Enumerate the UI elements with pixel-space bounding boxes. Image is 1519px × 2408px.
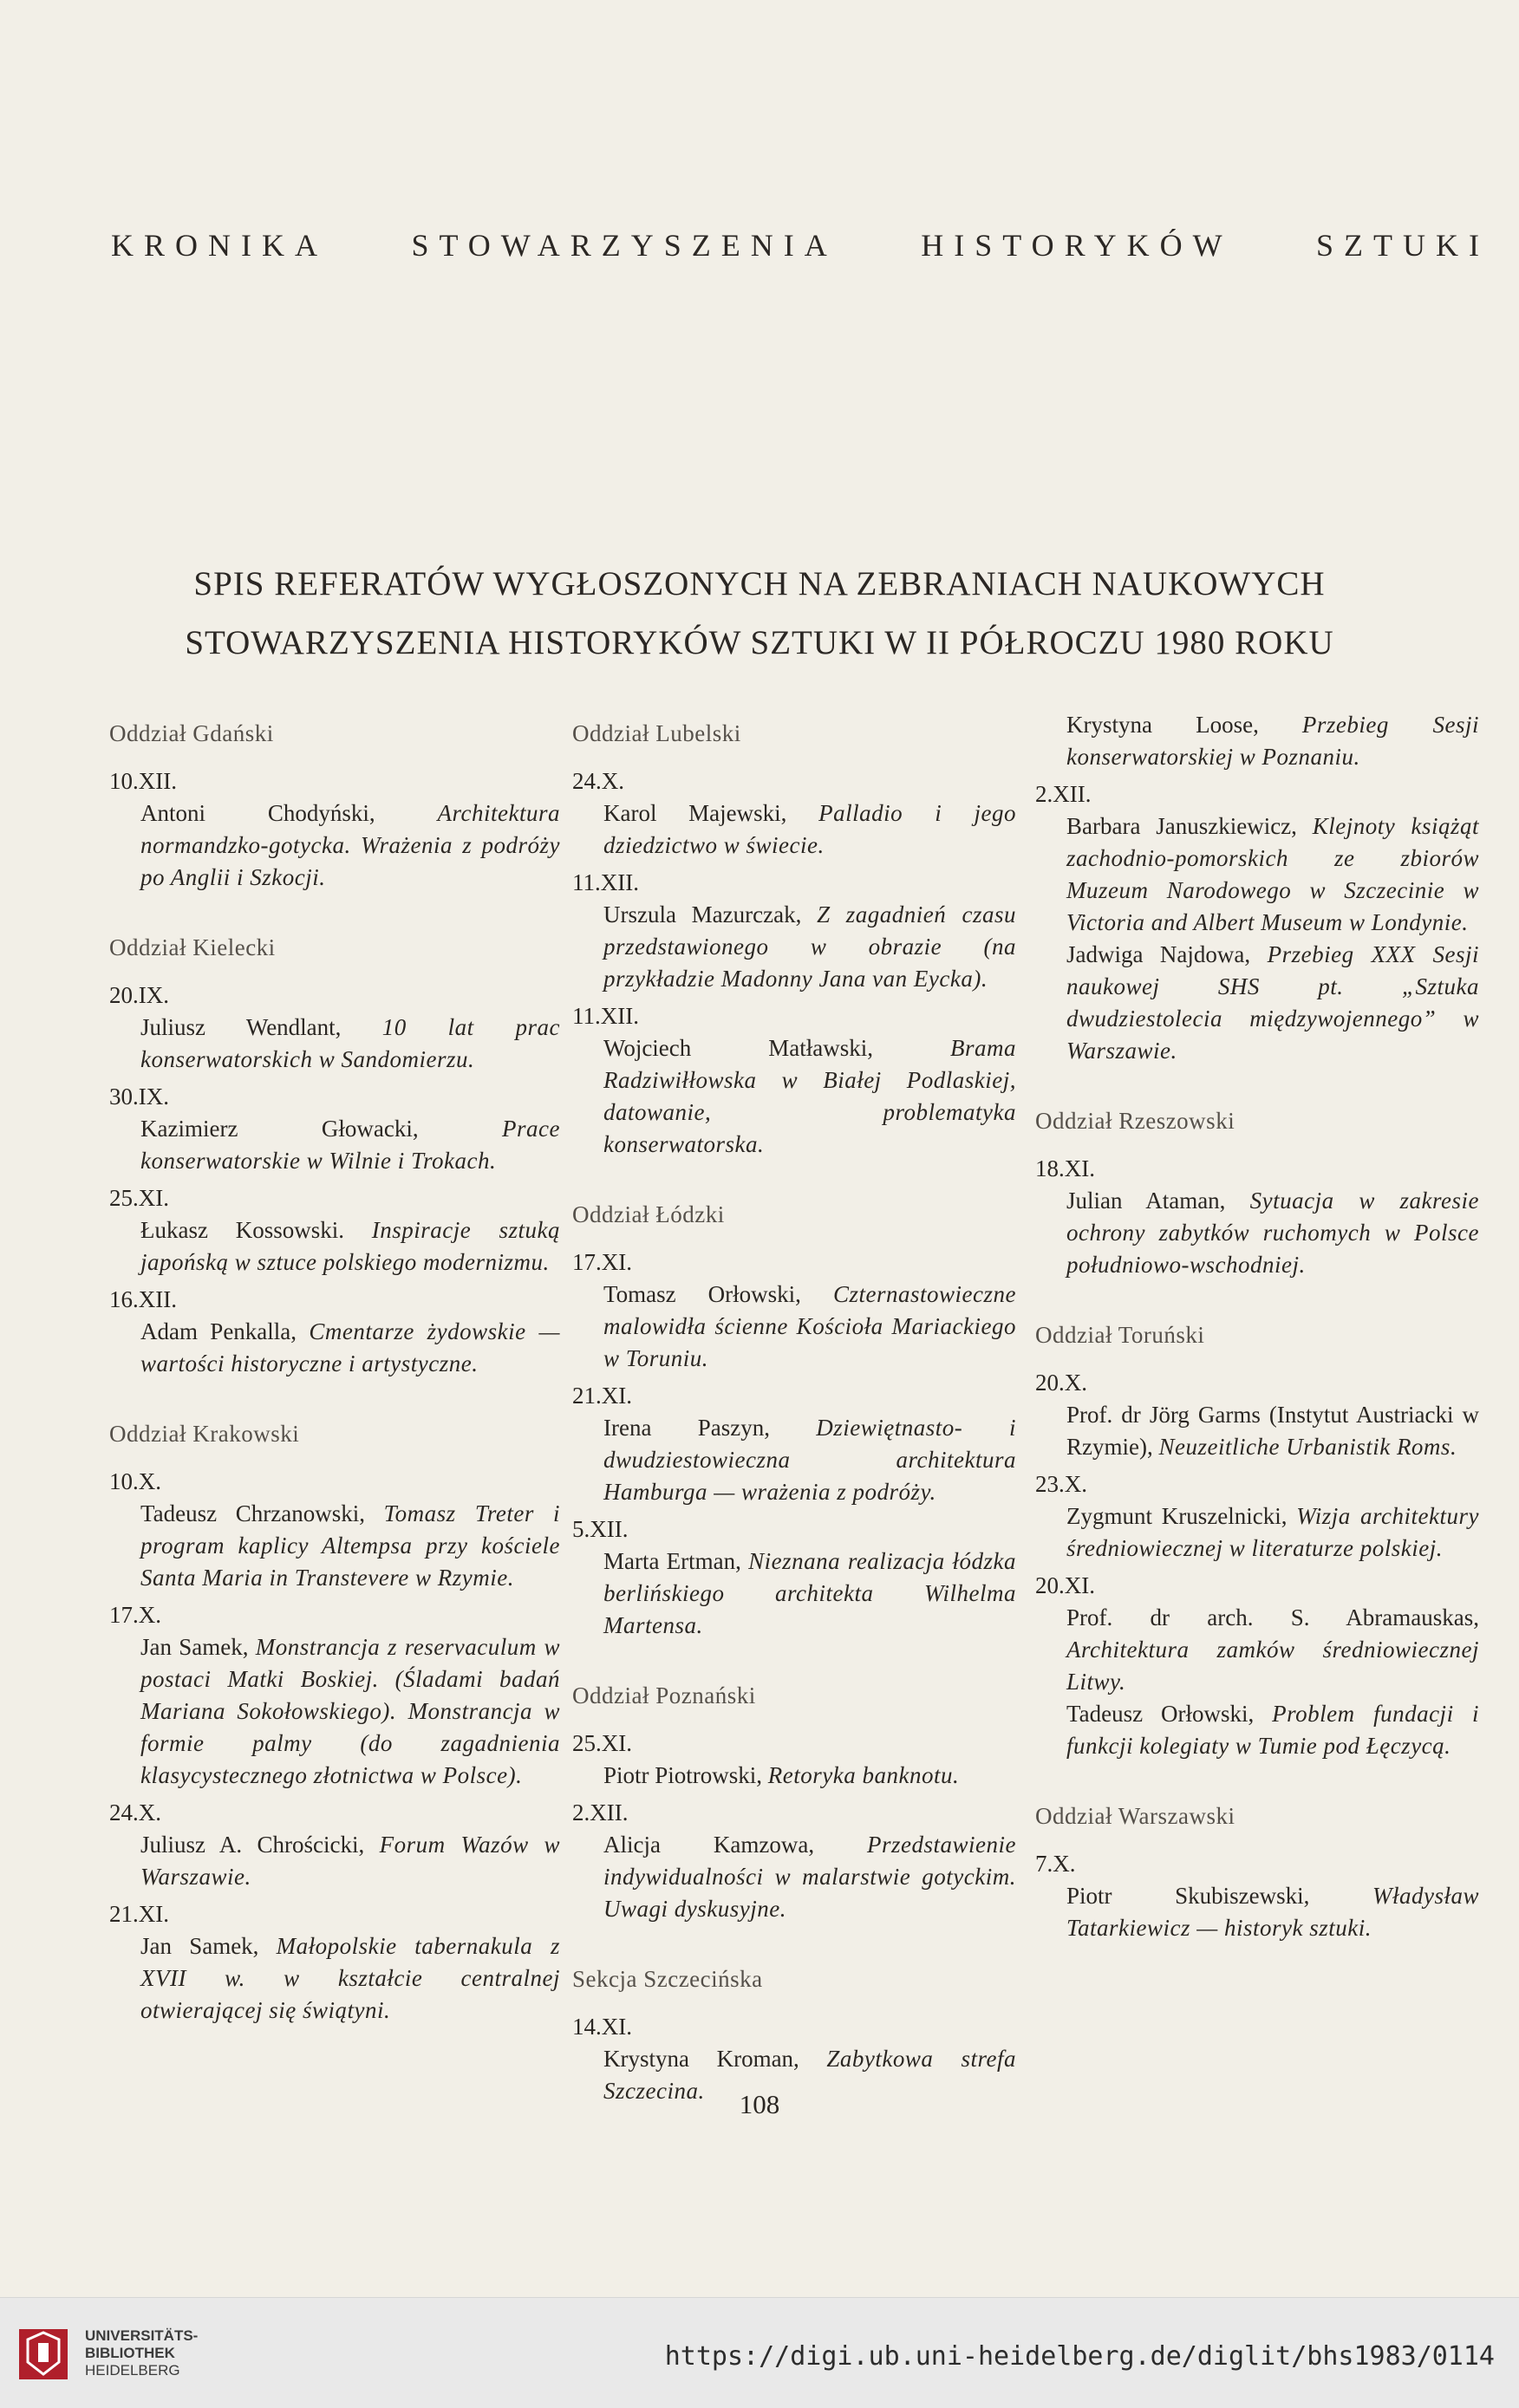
lecture-entry	[1035, 1698, 1479, 1762]
lecture-entry	[572, 1829, 1016, 1925]
lecture-title: Przebieg XXX Sesji naukowej SHS pt. „Sztuka dwudziestolecia międzywojennego” w Warszawie.	[1066, 941, 1479, 1064]
lecture-title: Z zagadnień czasu przedstawionego w obrazie (na przykładzie Madonny Jana van Eycka).	[603, 901, 1016, 992]
column-right	[1035, 709, 1479, 1944]
branch-heading: Oddział Warszawski	[1035, 1803, 1235, 1829]
branch-heading: Sekcja Szczecińska	[572, 1966, 763, 1992]
document-url-link[interactable]: https://digi.ub.uni-heidelberg.de/diglit/bhs1983/0114	[664, 2341, 1495, 2372]
lecture-title: Architektura normandzko-gotycka. Wrażenia z podróży po Anglii i Szkocji.	[140, 800, 560, 890]
entry-date: 2.XII.	[1035, 781, 1092, 807]
lecture-entry	[109, 797, 560, 894]
lecture-author: Marta Ertman,	[603, 1548, 749, 1574]
branch-heading: Oddział Kielecki	[109, 934, 276, 960]
lecture-author: Łukasz Kossowski.	[140, 1217, 372, 1243]
running-head	[111, 227, 1490, 264]
title-line: SPIS REFERATÓW WYGŁOSZONYCH NA ZEBRANIACH NAUKOWYCH	[193, 565, 1326, 602]
entry-date: 10.X.	[109, 1468, 161, 1494]
lecture-title: Problem fundacji i funkcji kolegiaty w Tumie pod Łęczycą.	[1066, 1701, 1479, 1759]
lecture-author: Karol Majewski,	[603, 800, 819, 826]
entry-date: 5.XII.	[572, 1516, 629, 1542]
entry-date: 20.IX.	[109, 982, 169, 1008]
branch-heading: Oddział Rzeszowski	[1035, 1108, 1235, 1134]
lecture-author: Julian Ataman,	[1066, 1188, 1250, 1214]
lecture-title: Cmentarze żydowskie — wartości historyczne i artystyczne.	[140, 1318, 560, 1376]
lecture-author: Juliusz A. Chrościcki,	[140, 1832, 380, 1858]
running-head-word: KRONIKA	[111, 228, 328, 263]
lecture-title: Architektura zamków średniowiecznej Litwy.	[1066, 1637, 1479, 1695]
lecture-author: Tadeusz Orłowski,	[1066, 1701, 1273, 1727]
lecture-author: Juliusz Wendlant,	[140, 1014, 382, 1040]
lecture-author: Antoni Chodyński,	[140, 800, 438, 826]
lecture-author: Wojciech Matławski,	[603, 1035, 950, 1061]
branch-heading: Oddział Poznański	[572, 1682, 756, 1708]
title-line: STOWARZYSZENIA HISTORYKÓW SZTUKI W II PÓŁROCZU 1980 ROKU	[185, 624, 1334, 661]
entry-date: 17.X.	[109, 1602, 161, 1628]
lecture-title: Przedstawienie indywidualności w malarstwie gotyckim. Uwagi dyskusyjne.	[603, 1832, 1016, 1922]
lecture-author: Kazimierz Głowacki,	[140, 1116, 503, 1142]
lecture-author: Tomasz Orłowski,	[603, 1281, 833, 1307]
branch-heading: Oddział Łódzki	[572, 1201, 725, 1227]
lecture-entry	[572, 1279, 1016, 1375]
entry-date: 18.XI.	[1035, 1155, 1095, 1181]
lecture-entry	[109, 1012, 560, 1076]
lecture-title: Nieznana realizacja łódzka berlińskiego architekta Wilhelma Martensa.	[603, 1548, 1016, 1638]
entry-date: 2.XII.	[572, 1799, 629, 1826]
lecture-entry	[572, 1760, 1016, 1792]
entry-date: 24.X.	[572, 768, 624, 794]
lecture-author: Urszula Mazurczak,	[603, 901, 818, 927]
lecture-entry	[109, 1316, 560, 1380]
entry-date: 30.IX.	[109, 1084, 169, 1110]
lecture-author: Prof. dr Jörg Garms (Instytut Austriacki w Rzymie),	[1066, 1402, 1479, 1460]
lecture-entry	[1035, 1399, 1479, 1463]
entry-date: 10.XII.	[109, 768, 177, 794]
running-head-word: SZTUKI	[1316, 228, 1490, 263]
lecture-author: Barbara Januszkiewicz,	[1066, 813, 1313, 839]
entry-date: 25.XI.	[109, 1185, 169, 1211]
entry-date: 11.XII.	[572, 869, 639, 895]
lecture-entry	[109, 1631, 560, 1792]
lecture-author: Prof. dr arch. S. Abramauskas,	[1066, 1604, 1479, 1630]
lecture-entry	[109, 1930, 560, 2027]
lecture-author: Irena Paszyn,	[603, 1415, 817, 1441]
running-head-word: HISTORYKÓW	[921, 228, 1233, 263]
lecture-title: Neuzeitliche Urbanistik Roms.	[1158, 1434, 1457, 1460]
lecture-entry	[109, 1214, 560, 1279]
lecture-title: Tomasz Treter i program kaplicy Altempsa przy kościele Santa Maria in Transtevere w Rzymie.	[140, 1500, 561, 1591]
lecture-title: Palladio i jego dziedzictwo w świecie.	[603, 800, 1016, 858]
branch-heading: Oddział Krakowski	[109, 1421, 300, 1447]
entry-date: 11.XII.	[572, 1003, 639, 1029]
lecture-title: 10 lat prac konserwatorskich w Sandomierzu.	[140, 1014, 560, 1072]
branch-heading: Oddział Lubelski	[572, 720, 741, 746]
lecture-author: Jan Samek,	[140, 1634, 256, 1660]
university-seal-icon[interactable]	[16, 2324, 71, 2385]
lecture-author: Jan Samek,	[140, 1933, 277, 1959]
lecture-title: Dziewiętnasto- i dwudziestowieczna architektura Hamburga — wrażenia z podróży.	[603, 1415, 1016, 1505]
entry-date: 20.X.	[1035, 1370, 1087, 1396]
entry-date: 21.XI.	[109, 1901, 169, 1927]
page-number: 108	[739, 2089, 780, 2119]
lecture-title: Klejnoty książąt zachodnio-pomorskich ze zbiorów Muzeum Narodowego w Szczecinie w Victoria and Albert Museum w Londynie.	[1066, 813, 1479, 935]
branch-heading: Oddział Toruński	[1035, 1322, 1205, 1348]
entry-date: 20.XI.	[1035, 1572, 1095, 1598]
lecture-title: Prace konserwatorskie w Wilnie i Trokach.	[140, 1116, 560, 1174]
lecture-title: Przebieg Sesji konserwatorskiej w Poznaniu.	[1066, 712, 1479, 770]
lecture-title: Wizja architektury średniowiecznej w literaturze polskiej.	[1066, 1503, 1480, 1561]
page-title	[0, 555, 1519, 673]
lecture-title: Forum Wazów w Warszawie.	[140, 1832, 560, 1890]
lecture-title: Brama Radziwiłłowska w Białej Podlaskiej, datowanie, problematyka konserwatorska.	[603, 1035, 1016, 1157]
entry-date: 21.XI.	[572, 1383, 632, 1409]
entry-date: 17.XI.	[572, 1249, 632, 1275]
entry-date: 24.X.	[109, 1799, 161, 1826]
lecture-entry	[572, 797, 1016, 862]
lecture-author: Jadwiga Najdowa,	[1066, 941, 1268, 967]
lecture-entry	[572, 1546, 1016, 1642]
entry-date: 14.XI.	[572, 2014, 632, 2040]
lecture-title: Sytuacja w zakresie ochrony zabytków ruchomych w Polsce południowo-wschodniej.	[1066, 1188, 1479, 1278]
lecture-entry	[109, 1498, 560, 1594]
viewer-footer	[0, 2297, 1519, 2408]
lecture-entry	[1035, 709, 1479, 773]
lecture-title: Retoryka banknotu.	[767, 1762, 960, 1788]
lecture-entry	[109, 1829, 560, 1893]
lecture-entry	[572, 899, 1016, 995]
lecture-entry	[572, 1412, 1016, 1508]
lecture-title: Małopolskie tabernakula z XVII w. w kształcie centralnej otwierającej się świątyni.	[140, 1933, 560, 2023]
lecture-title: Władysław Tatarkiewicz — historyk sztuki.	[1066, 1883, 1479, 1941]
lecture-entry	[1035, 1602, 1479, 1698]
lecture-entry	[572, 1032, 1016, 1161]
lecture-entry	[1035, 1185, 1479, 1281]
entry-date: 25.XI.	[572, 1730, 632, 1756]
lecture-author: Krystyna Kroman,	[603, 2046, 827, 2072]
entry-date: 7.X.	[1035, 1851, 1076, 1877]
library-logo-text[interactable]: UNIVERSITÄTS- BIBLIOTHEK HEIDELBERG	[85, 2327, 199, 2379]
column-left	[109, 709, 560, 2027]
entry-date: 23.X.	[1035, 1471, 1087, 1497]
lecture-author: Alicja Kamzowa,	[603, 1832, 868, 1858]
lecture-author: Adam Penkalla,	[140, 1318, 310, 1344]
lecture-title: Inspiracje sztuką japońską w sztuce polskiego modernizmu.	[140, 1217, 560, 1275]
lecture-entry	[1035, 1880, 1479, 1944]
lecture-entry	[1035, 1500, 1479, 1565]
column-middle	[572, 709, 1016, 2107]
branch-heading: Oddział Gdański	[109, 720, 274, 746]
lecture-entry	[1035, 810, 1479, 939]
lecture-entry	[109, 1113, 560, 1177]
lecture-title: Zabytkowa strefa Szczecina.	[603, 2046, 1016, 2104]
lecture-author: Piotr Skubiszewski,	[1066, 1883, 1372, 1909]
lecture-entry	[1035, 939, 1479, 1067]
lecture-title: Czternastowieczne malowidła ścienne Kościoła Mariackiego w Toruniu.	[603, 1281, 1016, 1371]
lecture-author: Piotr Piotrowski,	[603, 1762, 768, 1788]
entry-date: 16.XII.	[109, 1286, 177, 1312]
lecture-author: Krystyna Loose,	[1066, 712, 1302, 738]
lecture-author: Tadeusz Chrzanowski,	[140, 1500, 384, 1526]
lecture-title: Monstrancja z reservaculum w postaci Matki Boskiej. (Śladami badań Mariana Sokołowskiego). Monstrancja w formie palmy (do zagadnienia klasycystecznego złotnictwa w Polsce).	[140, 1634, 560, 1788]
lecture-author: Zygmunt Kruszelnicki,	[1066, 1503, 1297, 1529]
running-head-word: STOWARZYSZENIA	[411, 228, 838, 263]
